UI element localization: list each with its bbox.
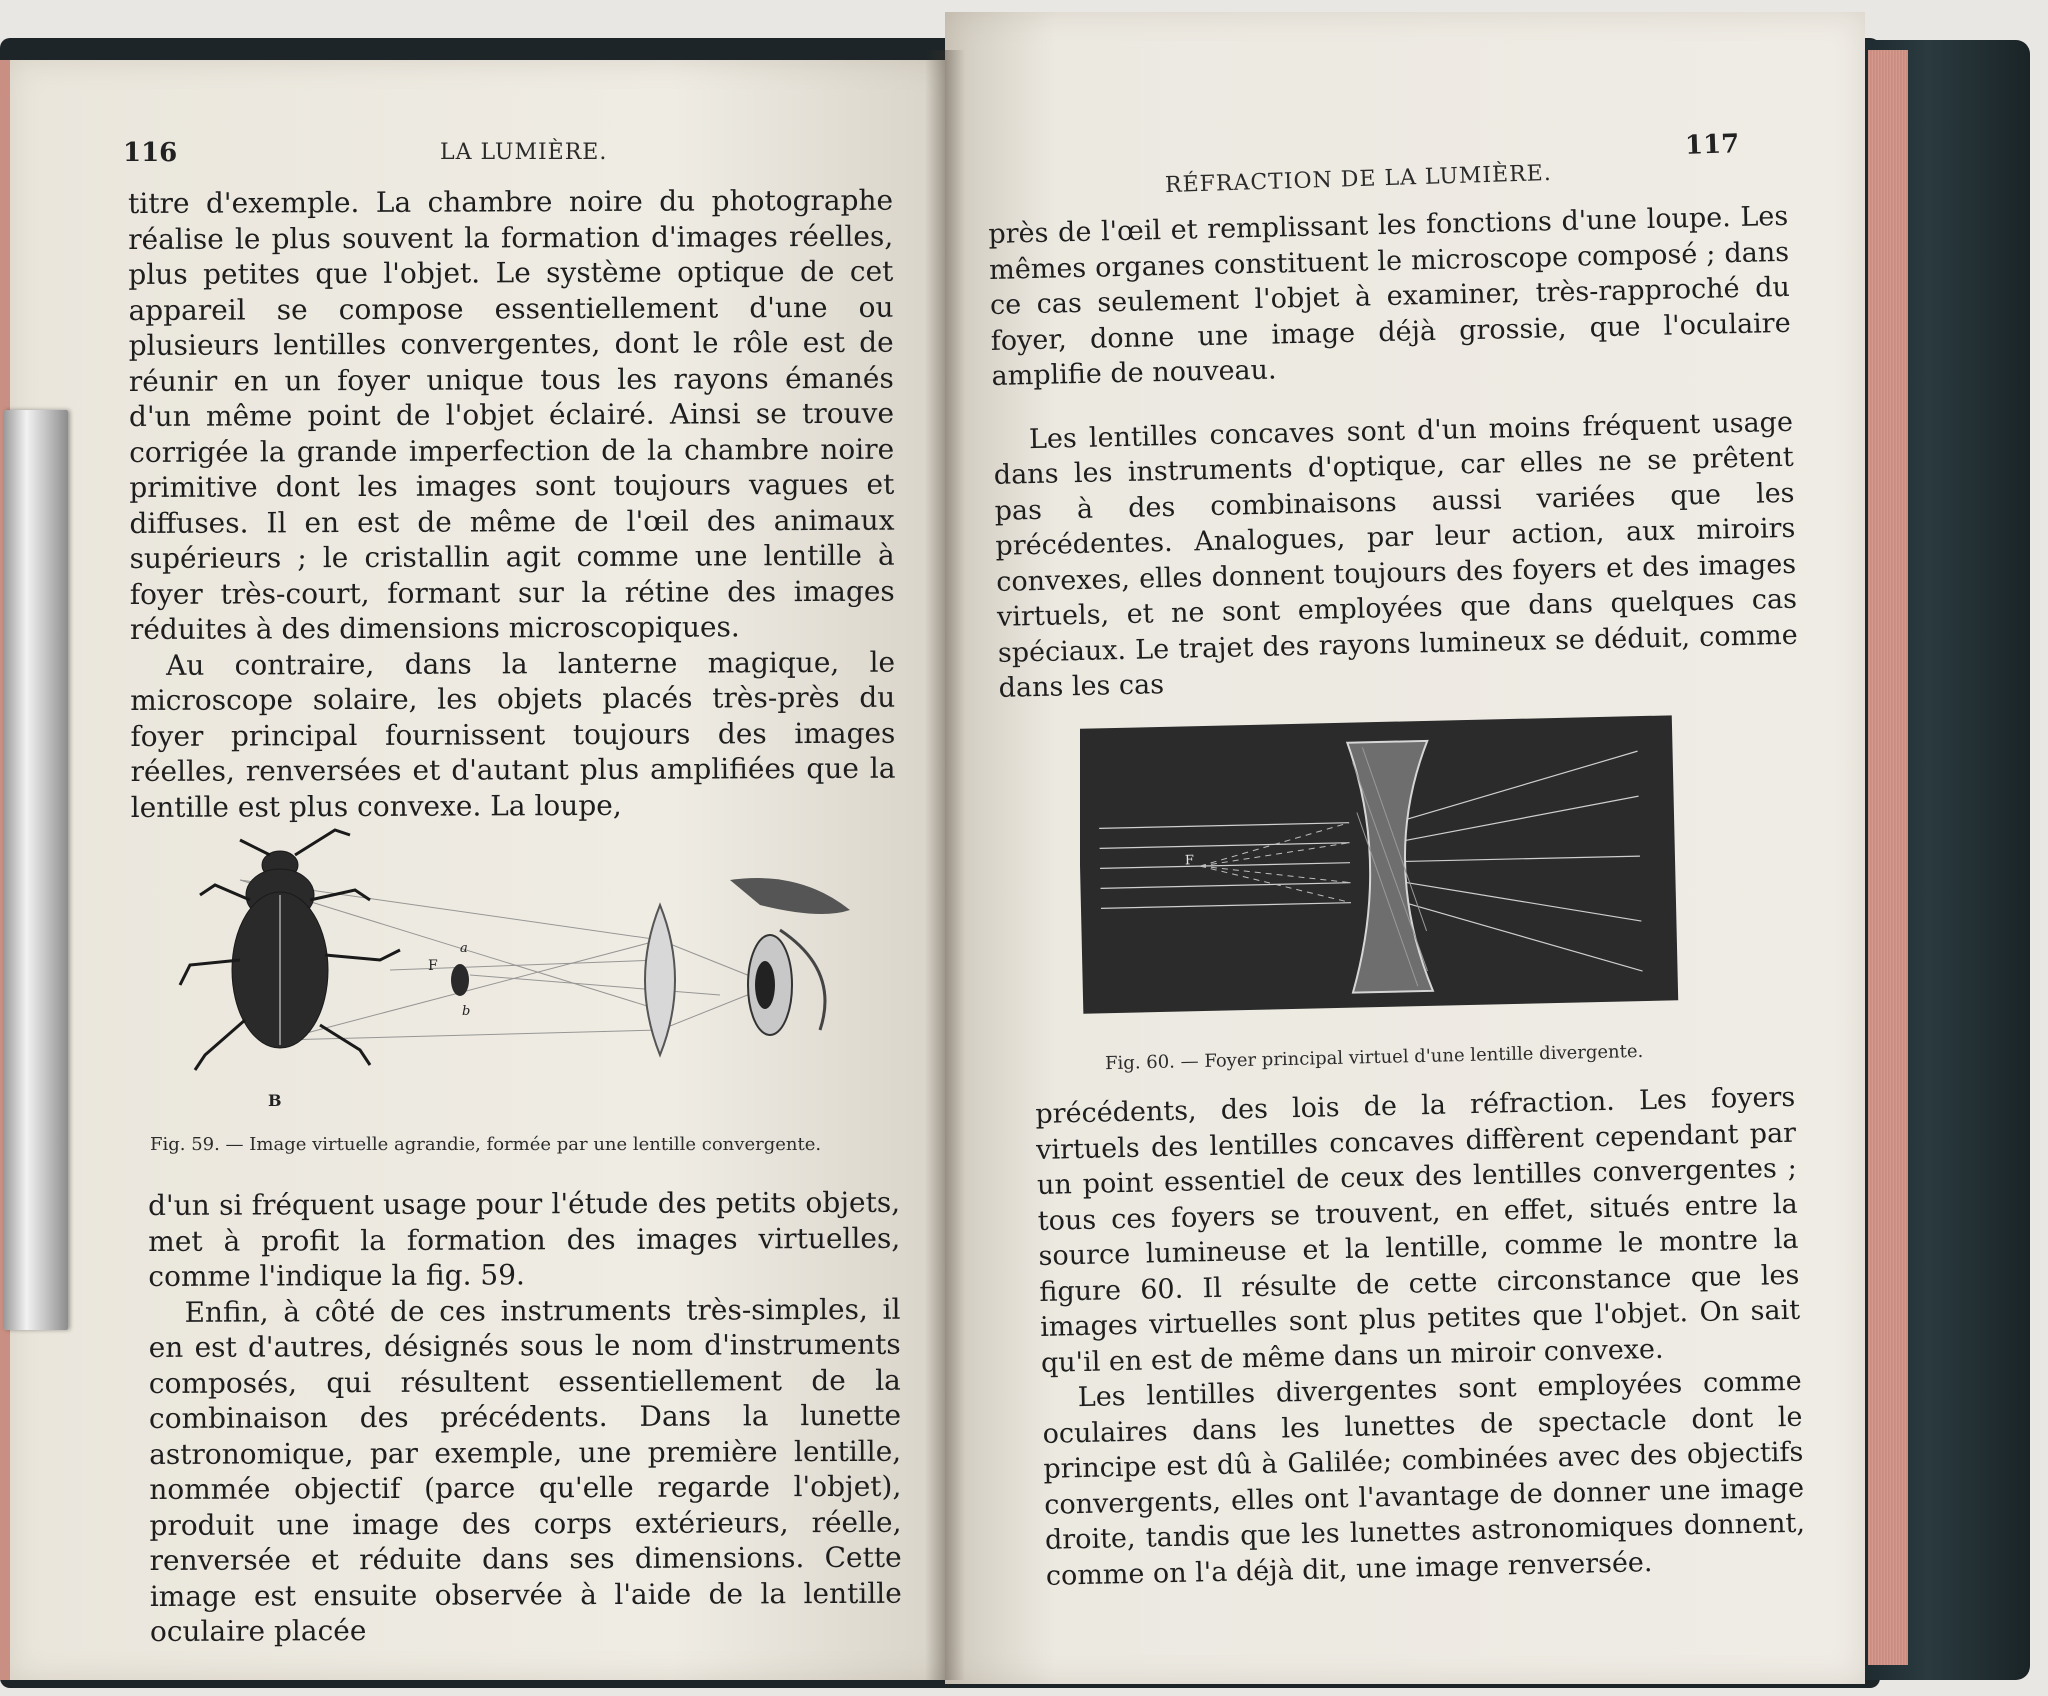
page-number-left: 116 — [123, 138, 178, 168]
paragraph: Au contraire, dans la lanterne magique, le microscope solaire, les objets placés très-près du foyer principal fournissent toujours des images réelles, renversées et d'autant plus amplifiées que la lentille est plus convexe. La loupe, — [130, 645, 896, 824]
right-page — [945, 12, 1865, 1684]
figure-60-caption: Fig. 60. — Foyer principal virtuel d'une lentille divergente. — [1104, 1040, 1644, 1075]
figure-label: B — [268, 1091, 282, 1110]
figure-60 — [1080, 702, 1680, 1032]
page-edges — [1868, 50, 1908, 1665]
paragraph: Les lentilles divergentes sont employées comme oculaires dans les lunettes de spectacle dont le principe est dû à Galilée; combinées avec des objectifs convergents, elles ont l'avantage de donner une image droite, tandis que les lunettes astronomiques donnent, comme on l'a déjà dit, une image renversée. — [1042, 1365, 1806, 1592]
right-text-top — [988, 199, 1799, 707]
right-text-bottom — [1035, 1080, 1806, 1594]
paragraph: précédents, des lois de la réfraction. Les foyers virtuels des lentilles concaves diffèrent cependant par un point essentiel de ceux des lentilles convergentes ; tous ces foyers se trouvent, en effet, situés entre la source lumineuse et la lentille, comme le montre la figure 60. Il résulte de cette circonstance que les images virtuelles sont plus petites que l'objet. On sait qu'il en est de même dans un miroir convexe. — [1035, 1081, 1801, 1379]
paragraph: titre d'exemple. La chambre noire du photographe réalise le plus souvent la formation d'images réelles, plus petites que l'objet. Le système optique de cet appareil se compose essentiellement d'une ou plusieurs lentilles convergentes, dont le rôle est de réunir en un foyer unique tous les rayons émanés d'un même point de l'objet éclairé. Ainsi se trouve corrigée la grande imperfection de la chambre noire primitive dont les images sont toujours vagues et diffuses. Il en est de même de l'œil des animaux supérieurs ; le cristallin agit comme une lentille à foyer très-court, formant sur la rétine des images réduites à des dimensions microscopiques. — [128, 183, 895, 646]
left-text-bottom — [148, 1185, 902, 1650]
paragraph: Enfin, à côté de ces instruments très-simples, il en est d'autres, désignés sous le nom d'instruments composés, qui résultent essentiellement de la combinaison des précédents. Dans la lunette astronomique, par exemple, une première lentille, nommée objectif (parce qu'elle regarde l'objet), produit une image des corps extérieurs, réelle, renversée et réduite dans ses dimensions. Cette image est ensuite observée à l'aide de la lentille oculaire placée — [148, 1292, 902, 1648]
figure-label: F — [428, 958, 438, 974]
running-head-right: RÉFRACTION DE LA LUMIÈRE. — [1164, 160, 1553, 199]
figure-59 — [160, 790, 880, 1120]
left-page — [0, 60, 955, 1680]
figure-label: F — [1184, 853, 1195, 869]
figure-59-caption: Fig. 59. — Image virtuelle agrandie, formée par une lentille convergente. — [150, 1134, 822, 1155]
eye-icon — [730, 878, 850, 1035]
beetle-icon — [180, 830, 400, 1070]
page-number-right: 117 — [1684, 129, 1740, 161]
running-head-left: LA LUMIÈRE. — [440, 140, 608, 165]
paragraph: Les lentilles concaves sont d'un moins fréquent usage dans les instruments d'optique, car elles ne se prêtent pas à des combinaisons aussi variées que les précédentes. Analogues, par leur action, aux miroirs convexes, elles donnent toujours des foyers et des images virtuels, et ne sont employées que dans quelques cas spéciaux. Le trajet des rayons lumineux se déduit, comme dans les cas — [993, 406, 1799, 704]
book-gutter — [925, 50, 965, 1680]
figure-label: a — [460, 941, 468, 956]
paragraph: d'un si fréquent usage pour l'étude des petits objets, met à profit la formation des images virtuelles, comme l'indique la fig. 59. — [148, 1185, 901, 1293]
paragraph: près de l'œil et remplissant les fonctions d'une loupe. Les mêmes organes constituent le microscope composé ; dans ce cas seulement l'objet à examiner, très-rapproché du foyer, donne une image déjà grossie, que l'oculaire amplifie de nouveau. — [988, 200, 1791, 392]
left-text-top — [128, 183, 896, 825]
figure-label: b — [462, 1004, 471, 1019]
convex-lens-icon — [645, 905, 675, 1055]
metal-bookmark[interactable] — [4, 410, 68, 1330]
small-beetle-icon — [451, 964, 469, 996]
